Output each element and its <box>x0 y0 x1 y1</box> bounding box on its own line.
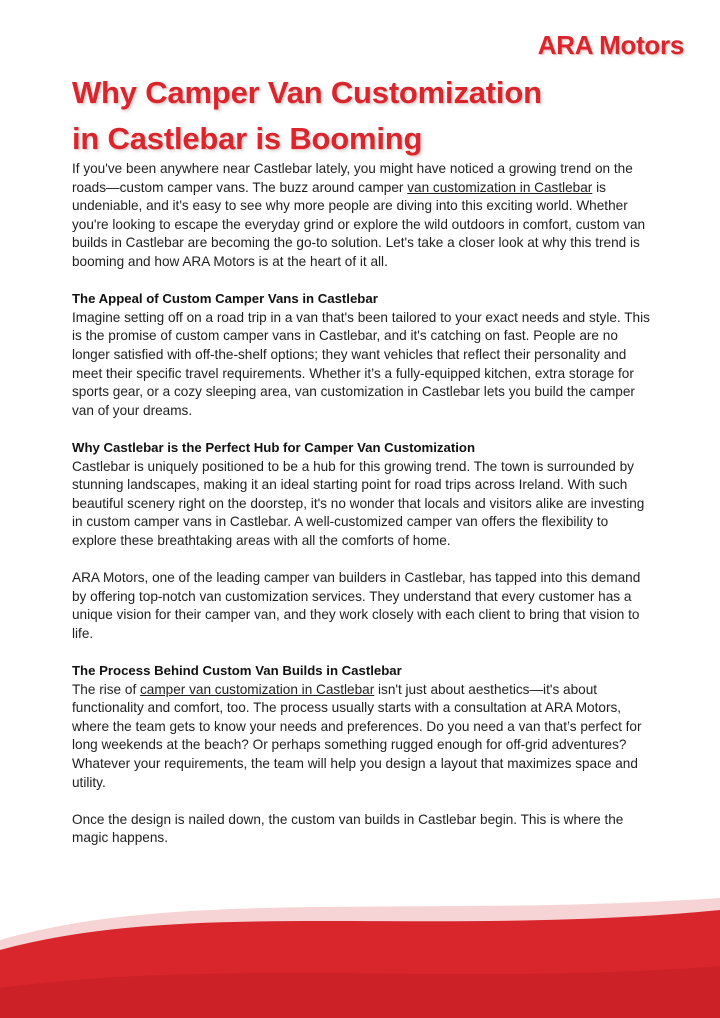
intro-paragraph <box>72 160 652 272</box>
process-text-end: isn't just about aesthetics—it's about functionality and comfort, too. The process usually starts with a consultation at ARA Motors, where the team gets to know your needs and preferences. Do you need a van that’s perfect for long weekends at the beach? Or perhaps something rugged enough for off-grid adventures? Whatever your requirements, the team will help you design a layout that maximizes space and utility. <box>72 681 642 790</box>
intro-text-end: is undeniable, and it's easy to see why more people are diving into this exciting world. Whether you're looking to escape the everyday grind or explore the wild outdoors in comfort, custom van builds in Castlebar are becoming the go-to solution. Let's take a closer look at why this trend is booming and how ARA Motors is at the heart of it all. <box>72 179 646 269</box>
page-title <box>72 70 672 162</box>
process-text-start: The rise of <box>72 681 140 697</box>
section-heading-appeal: The Appeal of Custom Camper Vans in Castlebar <box>72 291 378 307</box>
section-heading-process: The Process Behind Custom Van Builds in Castlebar <box>72 663 402 679</box>
article-body <box>72 160 652 848</box>
section-body-hub-2: ARA Motors, one of the leading camper van builders in Castlebar, has tapped into this demand by offering top-notch van customization services. They understand that every customer has a unique vision for their camper van, and they work closely with each client to bring that vision to life. <box>72 570 641 641</box>
footer-wave <box>0 888 720 1018</box>
section-heading-hub: Why Castlebar is the Perfect Hub for Camper Van Customization <box>72 439 476 455</box>
intro-text-start: If you've been anywhere near Castlebar lately, you might have noticed a growing trend on the roads—custom camper vans. The buzz around camper <box>72 161 633 195</box>
process-link[interactable]: camper van customization in Castlebar <box>140 681 375 697</box>
title-line-2: in Castlebar is Booming <box>72 121 423 156</box>
section-body-process <box>72 681 652 793</box>
section-body-appeal: Imagine setting off on a road trip in a van that's been tailored to your exact needs and style. This is the promise of custom camper vans in Castlebar, and it's catching on fast. People are no longer satisfied with off-the-shelf options; they want vehicles that reflect their personality and meet their specific travel requirements. Whether it’s a fully-equipped kitchen, extra storage for sports gear, or a cozy sleeping area, van customization in Castlebar lets you build the camper van of your dreams. <box>72 309 650 418</box>
intro-link[interactable]: van customization in Castlebar <box>407 179 593 195</box>
brand-logo: ARA Motors <box>537 30 684 60</box>
title-line-1: Why Camper Van Customization <box>72 75 542 110</box>
section-body-hub: Castlebar is uniquely positioned to be a hub for this growing trend. The town is surrounded by stunning landscapes, making it an ideal starting point for road trips across Ireland. With such beautiful scenery right on the doorstep, it's no wonder that locals and visitors alike are investing in custom camper vans in Castlebar. A well-customized camper van offers the flexibility to explore these breathtaking areas with all the comforts of home. <box>72 458 645 548</box>
section-body-process-2: Once the design is nailed down, the custom van builds in Castlebar begin. This is where the magic happens. <box>72 811 624 846</box>
